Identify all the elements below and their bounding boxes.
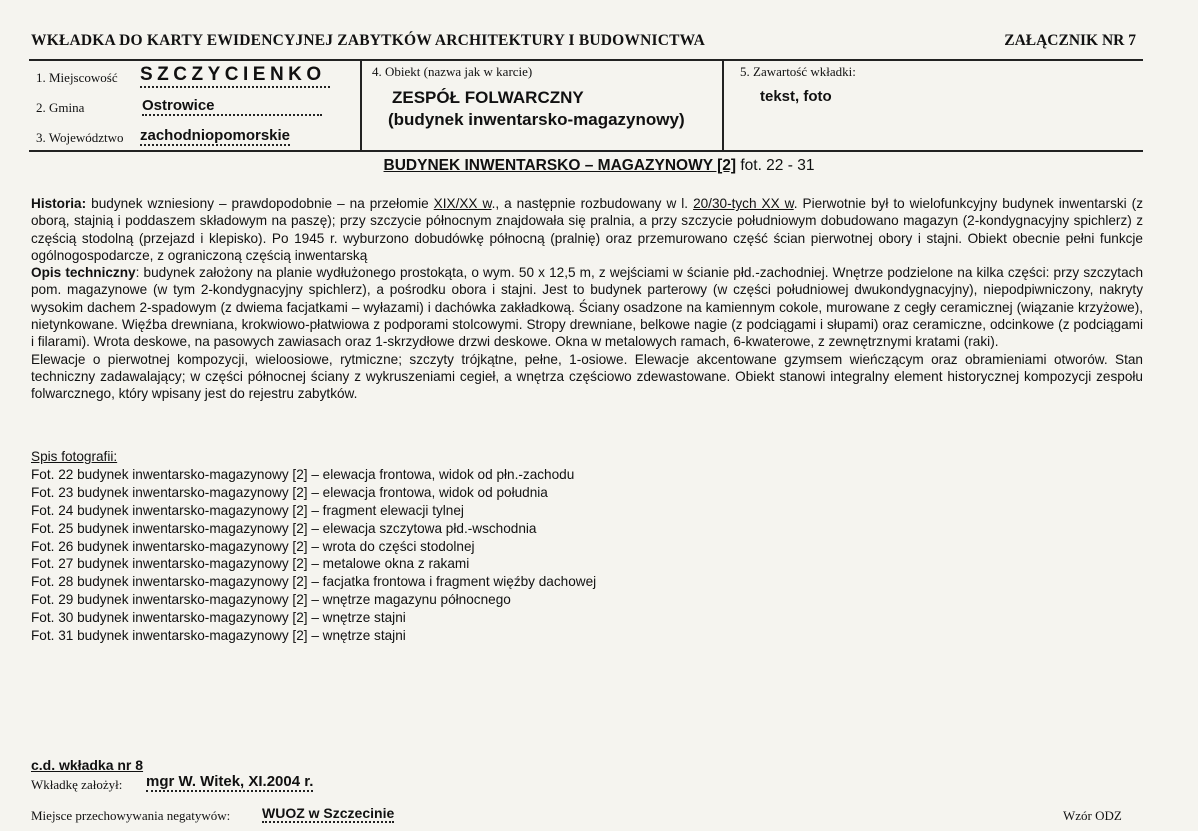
elevations-paragraph: Elewacje o pierwotnej kompozycji, wieloosiowe, rytmiczne; szczyty trójkątne, pełne, 1-osiowe. Elewacje akcentowane gzymsem wieńczącym oraz obramieniami otworów. Stan techniczny zadawalający; w części północnej ściany z wykruszeniami cegieł, a wnętrza częściowo zdewastowane. Obiekt stanowi integralny element historycznej kompozycji zespołu folwarcznego, który wpisany jest do rejestru zabytków.: [31, 351, 1143, 402]
storage-value: WUOZ w Szczecinie: [262, 805, 395, 821]
technical-paragraph: [31, 264, 1143, 350]
form-code: Wzór ODZ: [1063, 808, 1122, 823]
section-title: [0, 157, 1198, 175]
photo-list-item: Fot. 27 budynek inwentarsko-magazynowy [2] – metalowe okna z rakami: [31, 556, 470, 572]
photo-list: [31, 448, 596, 645]
photo-list-item: Fot. 29 budynek inwentarsko-magazynowy [2] – wnętrze magazynu północnego: [31, 592, 511, 608]
document-title: WKŁADKA DO KARTY EWIDENCYJNEJ ZABYTKÓW ARCHITEKTURY I BUDOWNICTWA: [31, 32, 706, 49]
province-label: 3. Województwo: [36, 130, 124, 145]
photo-list-item: Fot. 26 budynek inwentarsko-magazynowy [2] – wrota do części stodolnej: [31, 538, 475, 554]
photo-list-item: Fot. 28 budynek inwentarsko-magazynowy [2] – facjatka frontowa i fragment więźby dachowej: [31, 574, 597, 590]
section-heading: BUDYNEK INWENTARSKO – MAGAZYNOWY [2]: [383, 157, 737, 174]
province-value: zachodniopomorskie: [140, 127, 291, 144]
object-subname: (budynek inwentarsko-magazynowy): [388, 110, 685, 129]
photo-list-item: Fot. 30 budynek inwentarsko-magazynowy [2] – wnętrze stajni: [31, 610, 406, 626]
photo-list-item: Fot. 25 budynek inwentarsko-magazynowy [2] – elewacja szczytowa płd.-wschodnia: [31, 520, 537, 536]
commune-label: 2. Gmina: [36, 100, 85, 115]
top-rule: [29, 59, 1143, 61]
bottom-rule: [29, 150, 1143, 152]
history-date-2: 20/30-tych XX w: [693, 196, 794, 211]
photos-range: fot. 22 - 31: [736, 157, 815, 174]
content-value: tekst, foto: [760, 88, 832, 105]
photo-list-label: Spis fotografii:: [31, 449, 118, 464]
locality-value: SZCZYCIENKO: [140, 64, 330, 88]
photo-list-item: Fot. 22 budynek inwentarsko-magazynowy [2] – elewacja frontowa, widok od płn.-zachodu: [31, 466, 575, 482]
technical-text: : budynek założony na planie wydłużonego prostokąta, o wym. 50 x 12,5 m, z wejściami w ścianie płd.-zachodniej. Wnętrze podzielone na kilka części: przy szczytach pom. magazynowe (w tym 2-kondygnacyjny spichlerz), a pośrodku obora i stajni. Jest to budynek parterowy (w części południowej dwukondygnacyjny), niepodpiwniczony, nakryty wysokim dachem 2-spadowym (z dwiema facjatkami – wyłazami) i dachówka zakładkową. Ściany osadzone na kamiennym cokole, murowane z cegły ceramicznej (wiązanie krzyżowe), nietynkowane. Więźba drewniana, krokwiowo-płatwiowa z podporami stolcowymi. Stropy drewniane, belkowe nagie (z podciągami i słupami) oraz ceramiczne, odcinkowe (z podciągami i filarami). Wrota deskowe, na pasowych zawiasach oraz 1-skrzydłowe drzwi deskowe. Okna w metalowych ramach, 6-kwaterowe, z zewnętrznymi kratami (raki).: [31, 265, 1143, 350]
history-text-2: ., a następnie rozbudowany w l.: [491, 196, 694, 211]
history-label: Historia:: [31, 196, 87, 211]
photo-list-item: Fot. 24 budynek inwentarsko-magazynowy [2] – fragment elewacji tylnej: [31, 502, 464, 518]
column-divider-1: [360, 61, 362, 150]
continued-note: c.d. wkładka nr 8: [31, 757, 144, 773]
photo-list-item: Fot. 31 budynek inwentarsko-magazynowy [2] – wnętrze stajni: [31, 628, 406, 644]
technical-label: Opis techniczny: [31, 265, 136, 281]
object-label: 4. Obiekt (nazwa jak w karcie): [372, 64, 533, 79]
description: [31, 195, 1143, 403]
column-divider-2: [722, 61, 724, 150]
content-label: 5. Zawartość wkładki:: [740, 64, 856, 79]
history-text-3: . Pierwotnie był to wielofunkcyjny budynek inwentarski (z oborą, stajnią i poddaszem składowym na paszę); przy szczycie północnym znajdowała się pralnia, a przy szczycie południowym dobudowano magazyn (2-kondygnacyjny spichlerz) z częścią stodolną (przejazd i klepisko). Po 1945 r. wyburzono dobudówkę północną (pralnię) oraz przemurowano część ścian pierwotnej obory i stajni. Obiekt obecnie pełni funkcje ogólnogospodarcze, z ograniczoną częścią inwentarską: [31, 196, 1144, 263]
author-value: mgr W. Witek, XI.2004 r.: [146, 773, 314, 790]
object-name: ZESPÓŁ FOLWARCZNY: [392, 88, 584, 107]
photo-list-item: Fot. 23 budynek inwentarsko-magazynowy [2] – elewacja frontowa, widok od południa: [31, 484, 548, 500]
history-text-1: budynek wzniesiony – prawdopodobnie – na przełomie: [86, 196, 434, 211]
author-label: Wkładkę założył:: [31, 777, 123, 792]
history-paragraph: [31, 195, 1143, 264]
history-date-1: XIX/XX w: [433, 196, 492, 211]
locality-label: 1. Miejscowość: [36, 70, 118, 85]
attachment-number: ZAŁĄCZNIK NR 7: [1004, 32, 1136, 49]
storage-label: Miejsce przechowywania negatywów:: [31, 808, 231, 823]
commune-value: Ostrowice: [142, 97, 322, 116]
